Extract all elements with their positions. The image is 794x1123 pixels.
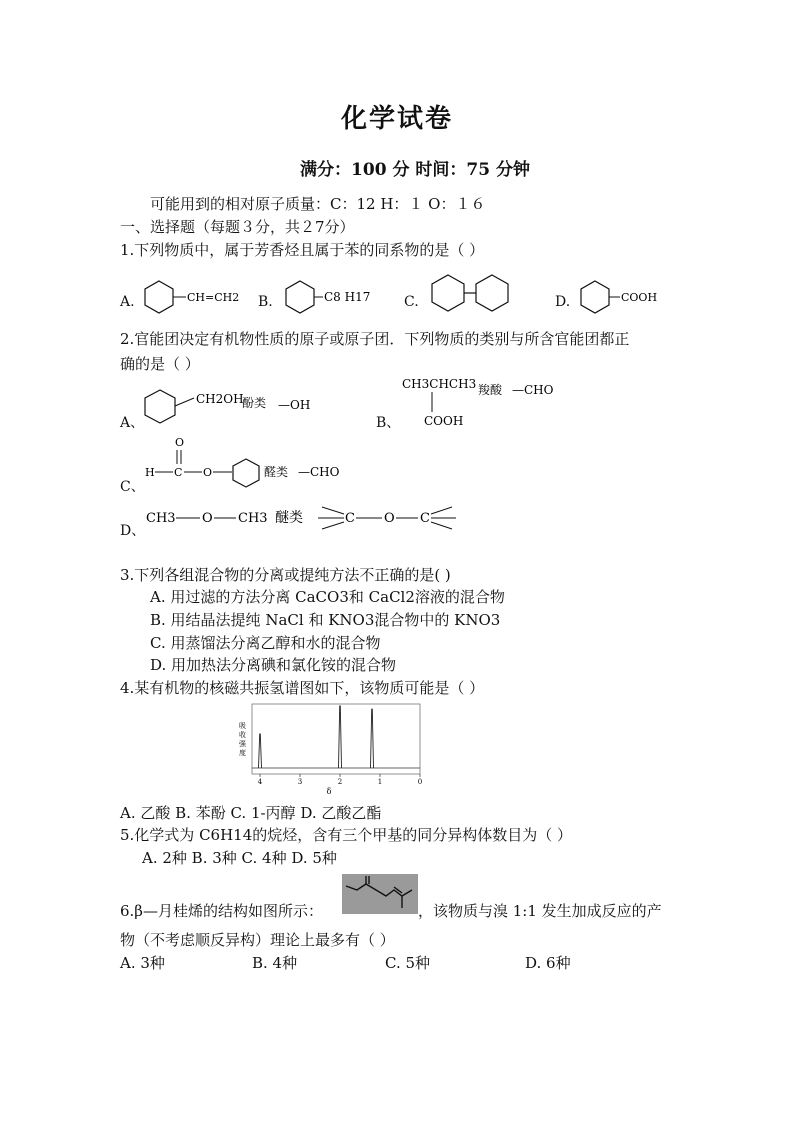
question-3-stem: 3.下列各组混合物的分离或提纯方法不正确的是( ) [120, 566, 451, 584]
q2-d-oxygen: O [202, 511, 213, 526]
q2-c-hydrogen: H [145, 466, 155, 479]
q2-b-group: —CHO [512, 383, 554, 397]
question-1-stem: 1.下列物质中，属于芳香烃且属于苯的同系物的是（ ） [120, 241, 485, 259]
q3-option-a: A. 用过滤的方法分离 CaCO3和 CaCl2溶液的混合物 [150, 588, 505, 606]
nmr-x-tick-label: 4 [257, 778, 263, 786]
section-heading: 一、选择题（每题３分，共２7分） [120, 218, 355, 236]
nmr-plot-frame [252, 704, 420, 774]
q2-d-ether-oxygen: O [384, 511, 395, 526]
q2-c-carbonyl-oxygen: O [175, 436, 185, 449]
q6-option-a: A. 3种 [120, 954, 165, 972]
benzene-ring [233, 459, 259, 487]
nmr-ylabel-4: 度 [239, 749, 246, 757]
nmr-x-tick-label: 2 [337, 778, 343, 786]
q2-option-a-label: A、 [120, 415, 145, 431]
q1-option-a-structure [142, 278, 252, 314]
q5-options: A. 2种 B. 3种 C. 4种 D. 5种 [142, 849, 337, 867]
nmr-xlabel: δ [326, 787, 332, 796]
q1-option-b-structure [283, 278, 383, 314]
q2-c-carbon: C [174, 466, 183, 479]
q1-option-d-structure [578, 278, 668, 314]
question-2-stem-line1: 2.官能团决定有机物性质的原子或原子团．下列物质的类别与所含官能团都正 [120, 330, 630, 348]
q2-option-c-structure [142, 434, 372, 494]
q2-option-b-label: B、 [376, 415, 401, 431]
nmr-ylabel-2: 收 [239, 731, 246, 739]
nmr-x-tick-label: 3 [297, 778, 303, 786]
q2-option-b-structure [398, 374, 578, 430]
nmr-peak [339, 706, 342, 768]
q2-c-class: 醛类 [264, 465, 289, 479]
q2-option-d-structure [146, 500, 466, 534]
q2-c-group: —CHO [298, 465, 340, 479]
q2-d-carbon-left: C [345, 511, 355, 526]
q1-option-c-label: C. [404, 294, 419, 310]
atomic-mass-note: 可能用到的相对原子质量：C：12 H：１ O：１６ [150, 195, 486, 213]
q2-b-carboxyl: COOH [424, 414, 464, 428]
q6-option-b: B. 4种 [252, 954, 298, 972]
q2-d-class: 醚类 [275, 510, 303, 526]
q1-option-a-label: A. [120, 294, 135, 310]
q1-a-substituent: CH=CH2 [187, 291, 240, 304]
q1-d-substituent: COOH [621, 291, 658, 304]
q6-option-c: C. 5种 [385, 954, 431, 972]
q3-option-b: B. 用结晶法提纯 NaCl 和 KNO3混合物中的 KNO3 [150, 611, 501, 629]
nmr-ylabel-3: 强 [239, 740, 246, 748]
nmr-ylabel-1: 吸 [239, 722, 246, 730]
question-6-stem-a: 6.β—月桂烯的结构如图所示： [120, 902, 323, 920]
question-4-stem: 4.某有机物的核磁共振氢谱图如下，该物质可能是（ ） [120, 679, 485, 697]
q2-d-methyl-right: CH3 [238, 511, 268, 526]
nmr-peak [259, 734, 262, 768]
q2-option-c-label: C、 [120, 479, 145, 495]
myrcene-structure [342, 874, 418, 914]
q2-d-methyl-left: CH3 [146, 511, 176, 526]
benzene-ring [581, 281, 609, 313]
benzene-ring [286, 281, 314, 313]
q3-option-d: D. 用加热法分离碘和氯化铵的混合物 [150, 656, 397, 674]
nmr-x-tick-label: 1 [377, 778, 383, 786]
q1-b-substituent: C8 H17 [324, 290, 371, 304]
q1-option-b-label: B. [258, 294, 273, 310]
page-title: 化学试卷 [340, 104, 453, 134]
q1-option-d-label: D. [555, 294, 571, 310]
q4-options: A. 乙酸 B. 苯酚 C. 1-丙醇 D. 乙酸乙酯 [120, 804, 382, 822]
question-2-stem-line2: 确的是（ ） [120, 355, 200, 373]
benzene-ring [432, 275, 464, 311]
benzene-ring [476, 275, 508, 311]
question-6-stem-line2: 物（不考虑顺反异构）理论上最多有（ ） [120, 931, 395, 949]
q6-option-d: D. 6种 [525, 954, 571, 972]
question-5-stem: 5.化学式为 C6H14的烷烃，含有三个甲基的同分异构体数目为（ ） [120, 826, 573, 844]
benzene-ring [145, 390, 175, 423]
q3-option-c: C. 用蒸馏法分离乙醇和水的混合物 [150, 634, 381, 652]
q2-option-d-label: D、 [120, 523, 146, 539]
q2-a-substituent: CH2OH [196, 392, 244, 406]
q1-option-c-structure [428, 272, 518, 312]
q2-c-ester-oxygen: O [203, 466, 213, 479]
q2-a-group: —OH [278, 398, 311, 412]
exam-info: 满分：100 分 时间：75 分钟 [300, 160, 530, 180]
benzene-ring [145, 281, 173, 313]
q2-option-a-structure [142, 384, 342, 426]
question-6-stem-b: ，该物质与溴 1:1 发生加成反应的产 [418, 902, 662, 920]
nmr-x-tick-label: 0 [417, 778, 423, 786]
nmr-peak [371, 709, 374, 768]
nmr-spectrum-chart [236, 702, 424, 796]
q2-a-class: 酚类 [242, 396, 267, 410]
q2-d-carbon-right: C [420, 511, 430, 526]
q2-b-class: 羧酸 [478, 383, 503, 397]
q2-b-main-chain: CH3CHCH3 [402, 377, 477, 391]
